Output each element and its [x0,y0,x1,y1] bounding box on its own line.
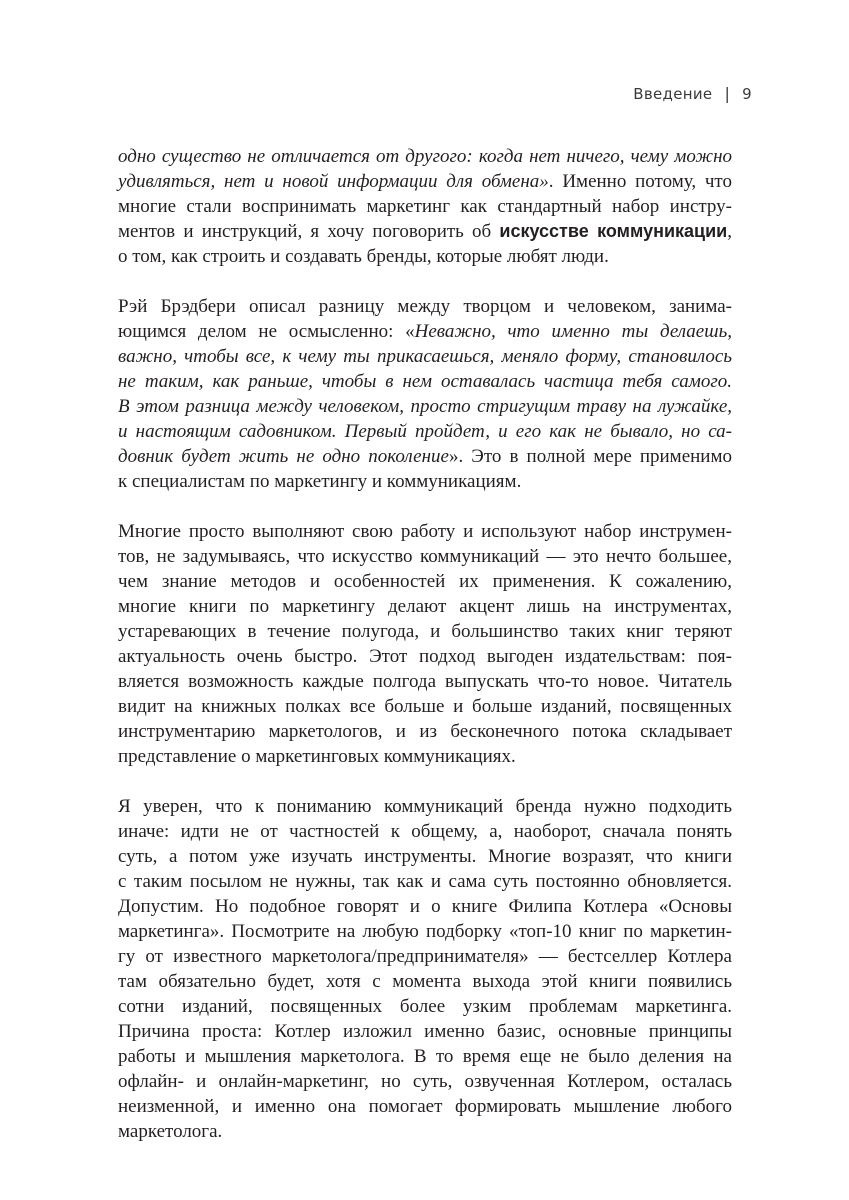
text-line [118,819,732,844]
text-segment: представление о маркетинговых коммуникациях. [118,746,516,767]
text-segment: с таким посылом не нужны, так как и сама суть постоянно обновляется. [118,871,732,892]
text-segment: иначе: идти не от частностей к общему, а, наоборот, сначала понять [118,821,732,842]
text-segment: Допустим. Но подобное говорят и о книге Филипа Котлера «Основы [118,896,732,917]
text-segment: ющимся делом не осмысленно: « [118,321,415,342]
text-segment: , [727,221,732,242]
text-line [118,694,732,719]
text-line [118,669,732,694]
text-segment: работы и мышления маркетолога. В то время еще не было деления на [118,1046,732,1067]
quote-text: и настоящим садовником. Первый пройдет, и его как не бывало, но са- [118,421,732,442]
quote-text: важно, чтобы все, к чему ты прикасаешься, меняло форму, становилось [118,346,732,367]
quote-text: удивляться, нет и новой информации для обмена» [118,171,549,192]
text-line [118,319,732,344]
text-line [118,894,732,919]
quote-text: не таким, как раньше, чтобы в нем оставалась частица тебя самого. [118,371,732,392]
text-line [118,594,732,619]
text-segment: Многие просто выполняют свою работу и используют набор инструмен- [118,521,732,542]
text-line [118,744,732,769]
text-line [118,519,732,544]
text-segment: маркетолога. [118,1121,223,1142]
text-line [118,1094,732,1119]
text-line [118,569,732,594]
paragraph [118,519,732,769]
text-segment: неизменной, и именно она помогает формировать мышление любого [118,1096,732,1117]
text-line [118,544,732,569]
text-line [118,794,732,819]
text-segment: офлайн- и онлайн-маркетинг, но суть, озвученная Котлером, осталась [118,1071,732,1092]
text-segment: о том, как строить и создавать бренды, которые любят люди. [118,246,609,267]
text-line [118,194,732,219]
text-line [118,619,732,644]
text-segment: Причина проста: Котлер изложил именно базис, основные принципы [118,1021,732,1042]
text-segment: многие книги по маркетингу делают акцент лишь на инструментах, [118,596,732,617]
text-segment: видит на книжных полках все больше и больше изданий, посвященных [118,696,732,717]
text-line [118,469,732,494]
text-segment: многие стали воспринимать маркетинг как стандартный набор инстру- [118,196,732,217]
text-line [118,419,732,444]
text-line [118,1044,732,1069]
text-line [118,994,732,1019]
text-segment: ». Это в полной мере применимо [448,446,732,467]
text-line [118,944,732,969]
paragraph [118,794,732,1144]
text-segment: вляется возможность каждые полгода выпускать что-то новое. Читатель [118,671,732,692]
text-segment: суть, а потом уже изучать инструменты. Многие возразят, что книги [118,846,732,867]
text-line [118,219,732,244]
text-line [118,1069,732,1094]
quote-text: Неважно, что именно ты делаешь, [414,321,732,342]
paragraph [118,144,732,269]
body-text [118,144,732,1169]
text-segment: инструментарию маркетологов, и из бесконечного потока складывает [118,721,732,742]
section-title: Введение [633,84,713,103]
quote-text: одно существо не отличается от другого: когда нет ничего, чему можно [118,146,732,167]
running-header [633,84,752,103]
text-segment: Рэй Брэдбери описал разницу между творцом и человеком, занима- [118,296,732,317]
page-number: 9 [742,84,752,103]
quote-text: В этом разница между человеком, просто стригущим траву на лужайке, [118,396,732,417]
text-line [118,869,732,894]
text-line [118,169,732,194]
text-line [118,644,732,669]
text-segment: актуальность очень быстро. Этот подход выгоден издательствам: поя- [118,646,732,667]
text-segment: . Именно потому, что [548,171,732,192]
emphasis-text: искусстве коммуникации [499,221,728,241]
text-line [118,244,732,269]
text-segment: тов, не задумываясь, что искусство коммуникаций — это нечто большее, [118,546,732,567]
text-segment: к специалистам по маркетингу и коммуникациям. [118,471,522,492]
text-line [118,1019,732,1044]
text-segment: устаревающих в течение полугода, и большинство таких книг теряют [118,621,732,642]
quote-text: довник будет жить не одно поколение [118,446,449,467]
text-line [118,969,732,994]
text-segment: гу от известного маркетолога/предпринимателя» — бестселлер Котлера [118,946,732,967]
text-line [118,719,732,744]
text-segment: чем знание методов и особенностей их применения. К сожалению, [118,571,732,592]
text-line [118,369,732,394]
text-line [118,444,732,469]
text-segment: ментов и инструкций, я хочу поговорить об [118,221,500,242]
paragraph [118,294,732,494]
text-line [118,919,732,944]
header-separator: | [724,84,731,103]
text-segment: сотни изданий, посвященных более узким проблемам маркетинга. [118,996,732,1017]
text-line [118,1119,732,1144]
text-line [118,344,732,369]
text-segment: там обязательно будет, хотя с момента выхода этой книги появились [118,971,732,992]
text-segment: маркетинга». Посмотрите на любую подборку «топ-10 книг по маркетин- [118,921,732,942]
text-line [118,144,732,169]
text-line [118,294,732,319]
text-line [118,844,732,869]
text-line [118,394,732,419]
text-segment: Я уверен, что к пониманию коммуникаций бренда нужно подходить [118,796,732,817]
